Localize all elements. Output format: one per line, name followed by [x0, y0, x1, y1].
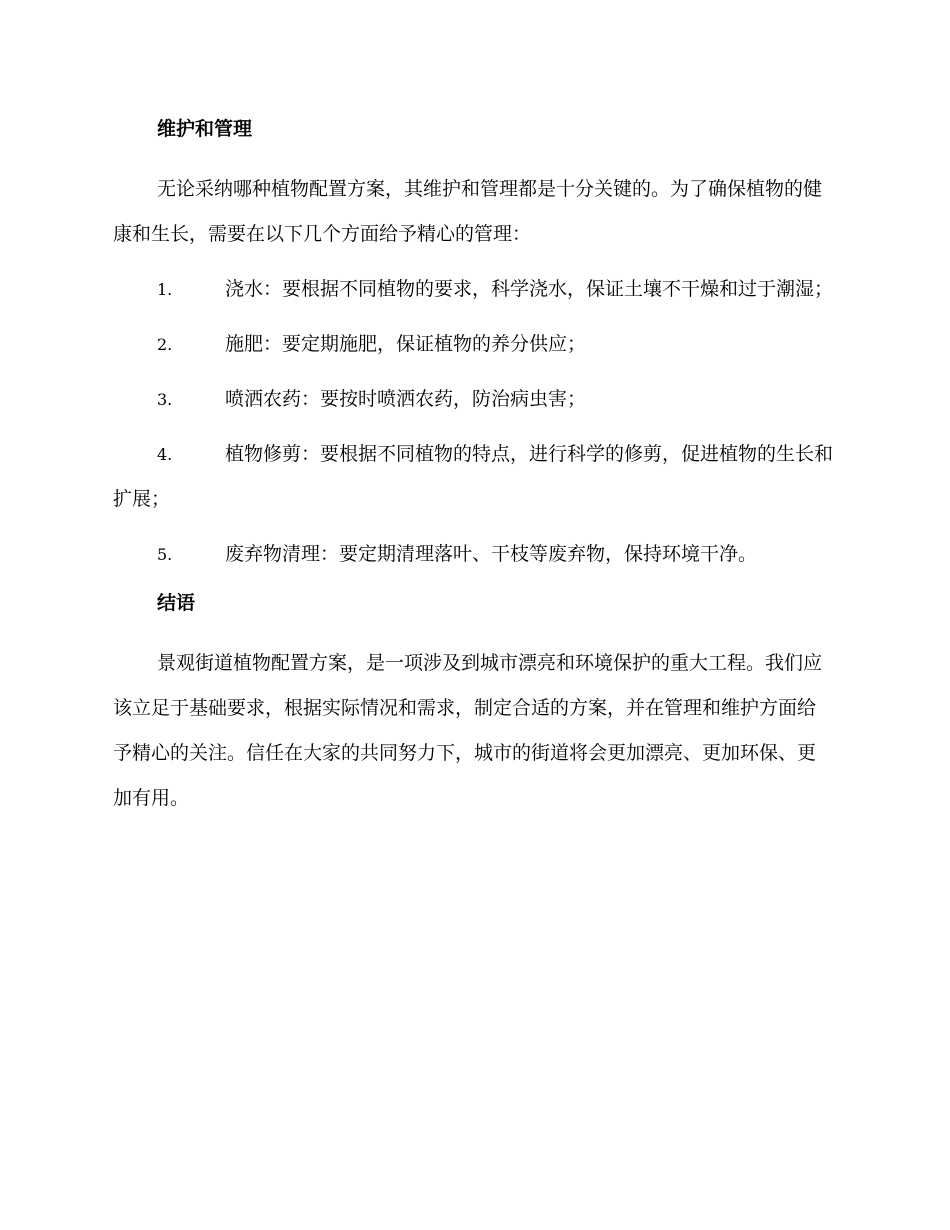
- list-number: 3.: [157, 390, 173, 409]
- list-item: [113, 267, 833, 312]
- section-heading-maintenance: 维护和管理: [157, 118, 253, 140]
- maintenance-intro-paragraph: 无论采纳哪种植物配置方案，其维护和管理都是十分关键的。为了确保植物的健康和生长，需要在以下几个方面给予精心的管理：: [113, 178, 823, 245]
- list-text: 施肥：要定期施肥，保证植物的养分供应；: [225, 333, 587, 355]
- list-item: [113, 377, 833, 422]
- list-number: 4.: [157, 445, 173, 464]
- list-item: [113, 322, 833, 367]
- list-text: 喷洒农药：要按时喷洒农药，防治病虫害；: [225, 388, 587, 410]
- list-item: [113, 432, 833, 522]
- list-number: 1.: [157, 280, 173, 299]
- list-number: 2.: [157, 335, 173, 354]
- list-text: 废弃物清理：要定期清理落叶、干枝等废弃物，保持环境干净。: [225, 543, 758, 565]
- list-number: 5.: [157, 545, 173, 564]
- section-heading-conclusion: 结语: [157, 592, 196, 614]
- list-text: 植物修剪：要根据不同植物的特点，进行科学的修剪，促进植物的生长和扩展；: [113, 443, 834, 510]
- conclusion-paragraph: 景观街道植物配置方案，是一项涉及到城市漂亮和环境保护的重大工程。我们应该立足于基础要求，根据实际情况和需求，制定合适的方案，并在管理和维护方面给予精心的关注。信任在大家的共同努力下，城市的街道将会更加漂亮、更加环保、更加有用。: [113, 652, 823, 809]
- maintenance-list: [113, 267, 833, 577]
- list-item: [113, 532, 833, 577]
- list-text: 浇水：要根据不同植物的要求，科学浇水，保证土壤不干燥和过于潮湿；: [225, 278, 834, 300]
- document-content: [113, 113, 833, 831]
